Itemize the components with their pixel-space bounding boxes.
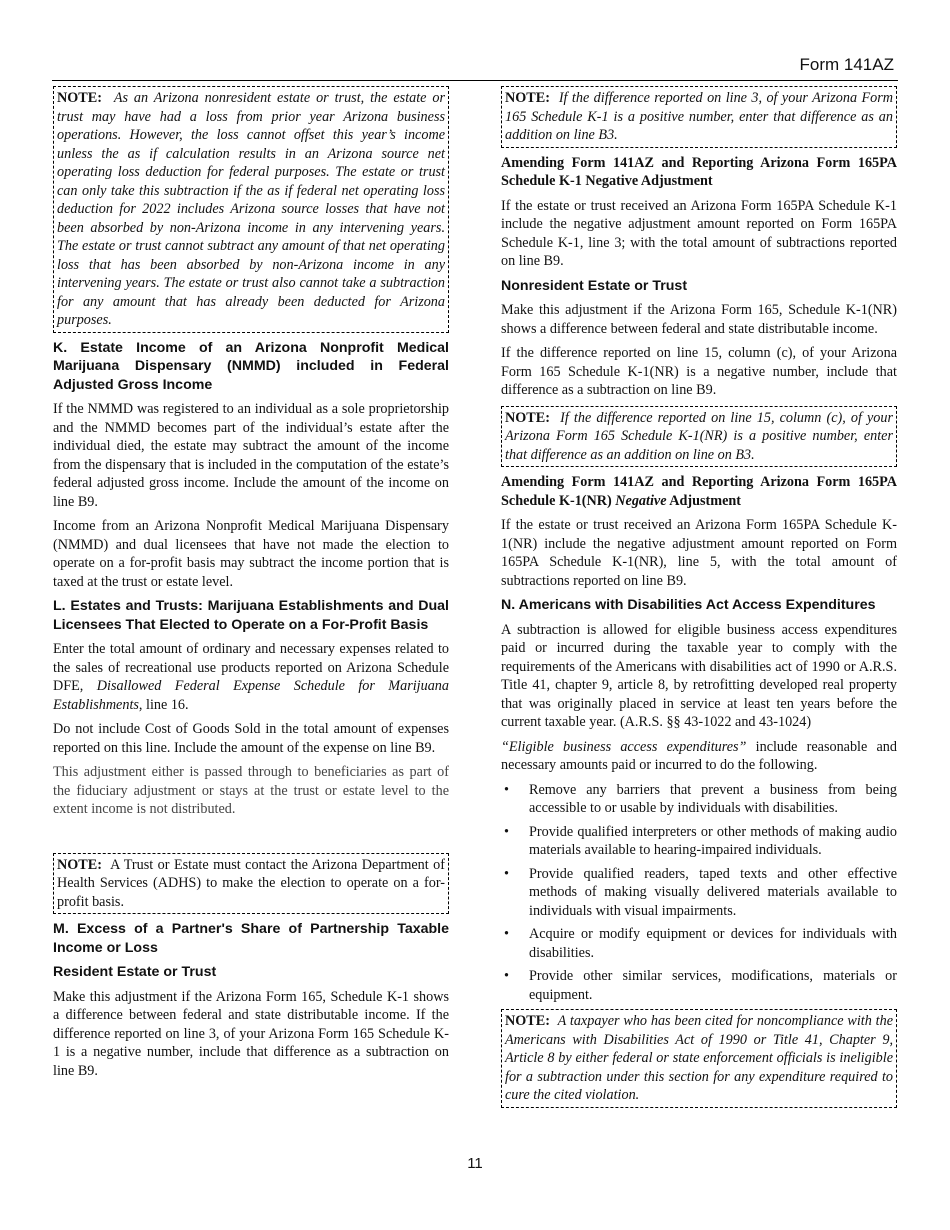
note-text: If the difference reported on line 15, column (c), of your Arizona Form 165 Schedule K-1(NR) is a positive number, enter that difference as an addition on line on B3. — [505, 409, 894, 463]
list-item-text: Provide qualified interpreters or other methods of making audio materials available to hearing-impaired individuals. — [529, 823, 897, 858]
text-run: , line 16. — [138, 696, 189, 713]
amend-165pa-nr-paragraph: If the estate or trust received an Arizona Form 165PA Schedule K-1(NR) include the negative adjustment amount reported on Form 165PA Schedule K-1(NR), line 5, with the total amount of subtractions reported on line B9. — [501, 517, 897, 589]
list-item — [501, 967, 897, 1004]
form-label: Form 141AZ — [799, 55, 894, 74]
note-text: A taxpayer who has been cited for noncompliance with the Americans with Disabilities Act of 1990 or Title 41, Chapter 9, Article 8 by either federal or state enforcement officials is ineligible for a subtraction under this section for any expenditure required to cure the cited violation. — [505, 1013, 894, 1103]
section-m-heading: M. Excess of a Partner's Share of Partnership Taxable Income or Loss — [53, 921, 449, 956]
text-run: Negative — [615, 492, 667, 509]
note-positive-difference — [501, 86, 897, 148]
section-l-heading: L. Estates and Trusts: Marijuana Establishments and Dual Licensees That Elected to Operate on a For-Profit Basis — [53, 598, 449, 633]
list-item-text: Provide other similar services, modifications, materials or equipment. — [529, 968, 897, 1003]
list-item — [501, 925, 897, 962]
note-label: NOTE: — [57, 90, 102, 106]
note-text: A Trust or Estate must contact the Arizona Department of Health Services (ADHS) to make the election to operate on a for-profit basis. — [57, 856, 445, 910]
spacer — [53, 825, 449, 853]
left-column — [53, 86, 449, 1086]
section-n-heading: N. Americans with Disabilities Act Access Expenditures — [501, 597, 876, 613]
bullet-icon: • — [504, 781, 509, 798]
note-k1nr-positive — [501, 406, 897, 468]
page-number: 11 — [467, 1155, 483, 1172]
section-k-paragraph-1: If the NMMD was registered to an individual as a sole proprietorship and the NMMD becomes part of the individual’s estate after the individual died, the estate may subtract the amount of the income from the dispensary that is included in the computation of the estate’s federal adjusted gross income. Include the amount of the income on line B9. — [53, 401, 449, 510]
list-item — [501, 865, 897, 921]
nonresident-paragraph-2: If the difference reported on line 15, column (c), of your Arizona Form 165 Schedule K-1(NR) is a negative number, include that difference as a subtraction on line B9. — [501, 345, 897, 398]
section-n-paragraph-2 — [501, 738, 897, 775]
amend-165pa-heading: Amending Form 141AZ and Reporting Arizona Form 165PA Schedule K-1 Negative Adjustment — [501, 154, 897, 189]
schedule-title: Disallowed Federal Expense Schedule for Marijuana Establishments — [53, 678, 449, 713]
amend-165pa-nr-heading — [501, 473, 897, 510]
bullet-icon: • — [504, 823, 509, 840]
bullet-icon: • — [504, 865, 509, 882]
section-k-heading: K. Estate Income of an Arizona Nonprofit Medical Marijuana Dispensary (NMMD) included in Federal Adjusted Gross Income — [53, 339, 449, 393]
nonresident-paragraph-1: Make this adjustment if the Arizona Form 165, Schedule K-1(NR) shows a difference between federal and state distributable income. — [501, 302, 897, 337]
text-run: Amending Form 141AZ and Reporting Arizona Form 165PA Schedule K-1(NR) — [501, 474, 897, 509]
note-adhs-election — [53, 853, 449, 915]
note-ada-noncompliance — [501, 1009, 897, 1108]
text-run: Adjustment — [666, 492, 742, 509]
right-column — [501, 86, 897, 1114]
text-run: include reasonable and necessary amounts paid or incurred to do the following. — [501, 738, 897, 773]
expenditure-list — [501, 781, 897, 1005]
note-text: If the difference reported on line 3, of your Arizona Form 165 Schedule K-1 is a positive number, enter that difference as an addition on line B3. — [505, 90, 894, 143]
section-l-paragraph-2: Do not include Cost of Goods Sold in the total amount of expenses reported on this line. Include the amount of the expense on line B9. — [53, 721, 449, 756]
section-l-paragraph-3: This adjustment either is passed through to beneficiaries as part of the fiduciary adjustment or stays at the trust or estate level to the extent income is not distributed. — [53, 764, 449, 817]
note-label: NOTE: — [505, 90, 550, 106]
list-item-text: Remove any barriers that prevent a business from being accessible to or usable by individuals with disabilities. — [529, 781, 897, 816]
section-n-paragraph-1: A subtraction is allowed for eligible business access expenditures paid or incurred during the taxable year to comply with the requirements of the Americans with disabilities act of 1990 or A.R.S. Title 41, chapter 9, article 8, by retrofitting developed real property that was originally placed in service at least ten years before the current taxable year. (A.R.S. §§ 43-1022 and 43-1024) — [501, 621, 897, 730]
section-m-subheading: Resident Estate or Trust — [53, 964, 217, 980]
section-l-paragraph-1 — [53, 640, 449, 714]
nonresident-heading: Nonresident Estate or Trust — [501, 277, 688, 294]
amend-165pa-paragraph: If the estate or trust received an Arizona Form 165PA Schedule K-1 include the negative adjustment amount reported on Form 165PA Schedule K-1, line 3; with the total amount of subtractions reported on line B9. — [501, 197, 897, 269]
defined-term: “Eligible business access expenditures” — [501, 738, 747, 755]
list-item — [501, 781, 897, 818]
section-m-paragraph-1: Make this adjustment if the Arizona Form 165, Schedule K-1 shows a difference between federal and state distributable income. If the difference reported on line 3, of your Arizona Form 165 Schedule K-1 is a negative number, include that difference as a subtraction on line B9. — [53, 988, 449, 1079]
bullet-icon: • — [504, 926, 509, 942]
bullet-icon: • — [504, 968, 509, 984]
list-item — [501, 823, 897, 860]
section-k-paragraph-2: Income from an Arizona Nonprofit Medical Marijuana Dispensary (NMMD) and dual licensees that have not made the election to operate on a for-profit basis may subtract the income portion that is taxed at the trust or estate level. — [53, 518, 449, 590]
list-item-text: Provide qualified readers, taped texts and other effective methods of making visually delivered materials available to individuals with visual impairments. — [529, 865, 897, 919]
note-nonresident-loss — [53, 86, 449, 333]
text-run: Enter the total amount of ordinary and necessary expenses related to the sales of recreational use products reported on Arizona Schedule DFE, — [53, 641, 449, 694]
note-text: As an Arizona nonresident estate or trust, the estate or trust may have had a loss from prior year Arizona business operations. However, the loss cannot offset this year’s income unless the as if calculation results in an Arizona source net operating loss deduction for federal purposes. The estate or trust can only take this subtraction if the as if federal net operating loss deduction for 2022 includes Arizona source losses that have not been absorbed by non-Arizona income in any intervening years. The estate or trust cannot subtract any amount of that net operating loss that has been absorbed by non-Arizona income in any intervening years. The estate or trust also cannot take a subtraction for any amount that has already been deducted for Arizona purposes. — [57, 90, 446, 328]
note-label: NOTE: — [505, 409, 550, 426]
header-rule — [52, 80, 898, 81]
note-label: NOTE: — [505, 1013, 550, 1029]
note-label: NOTE: — [57, 856, 102, 873]
list-item-text: Acquire or modify equipment or devices for individuals with disabilities. — [529, 926, 897, 961]
